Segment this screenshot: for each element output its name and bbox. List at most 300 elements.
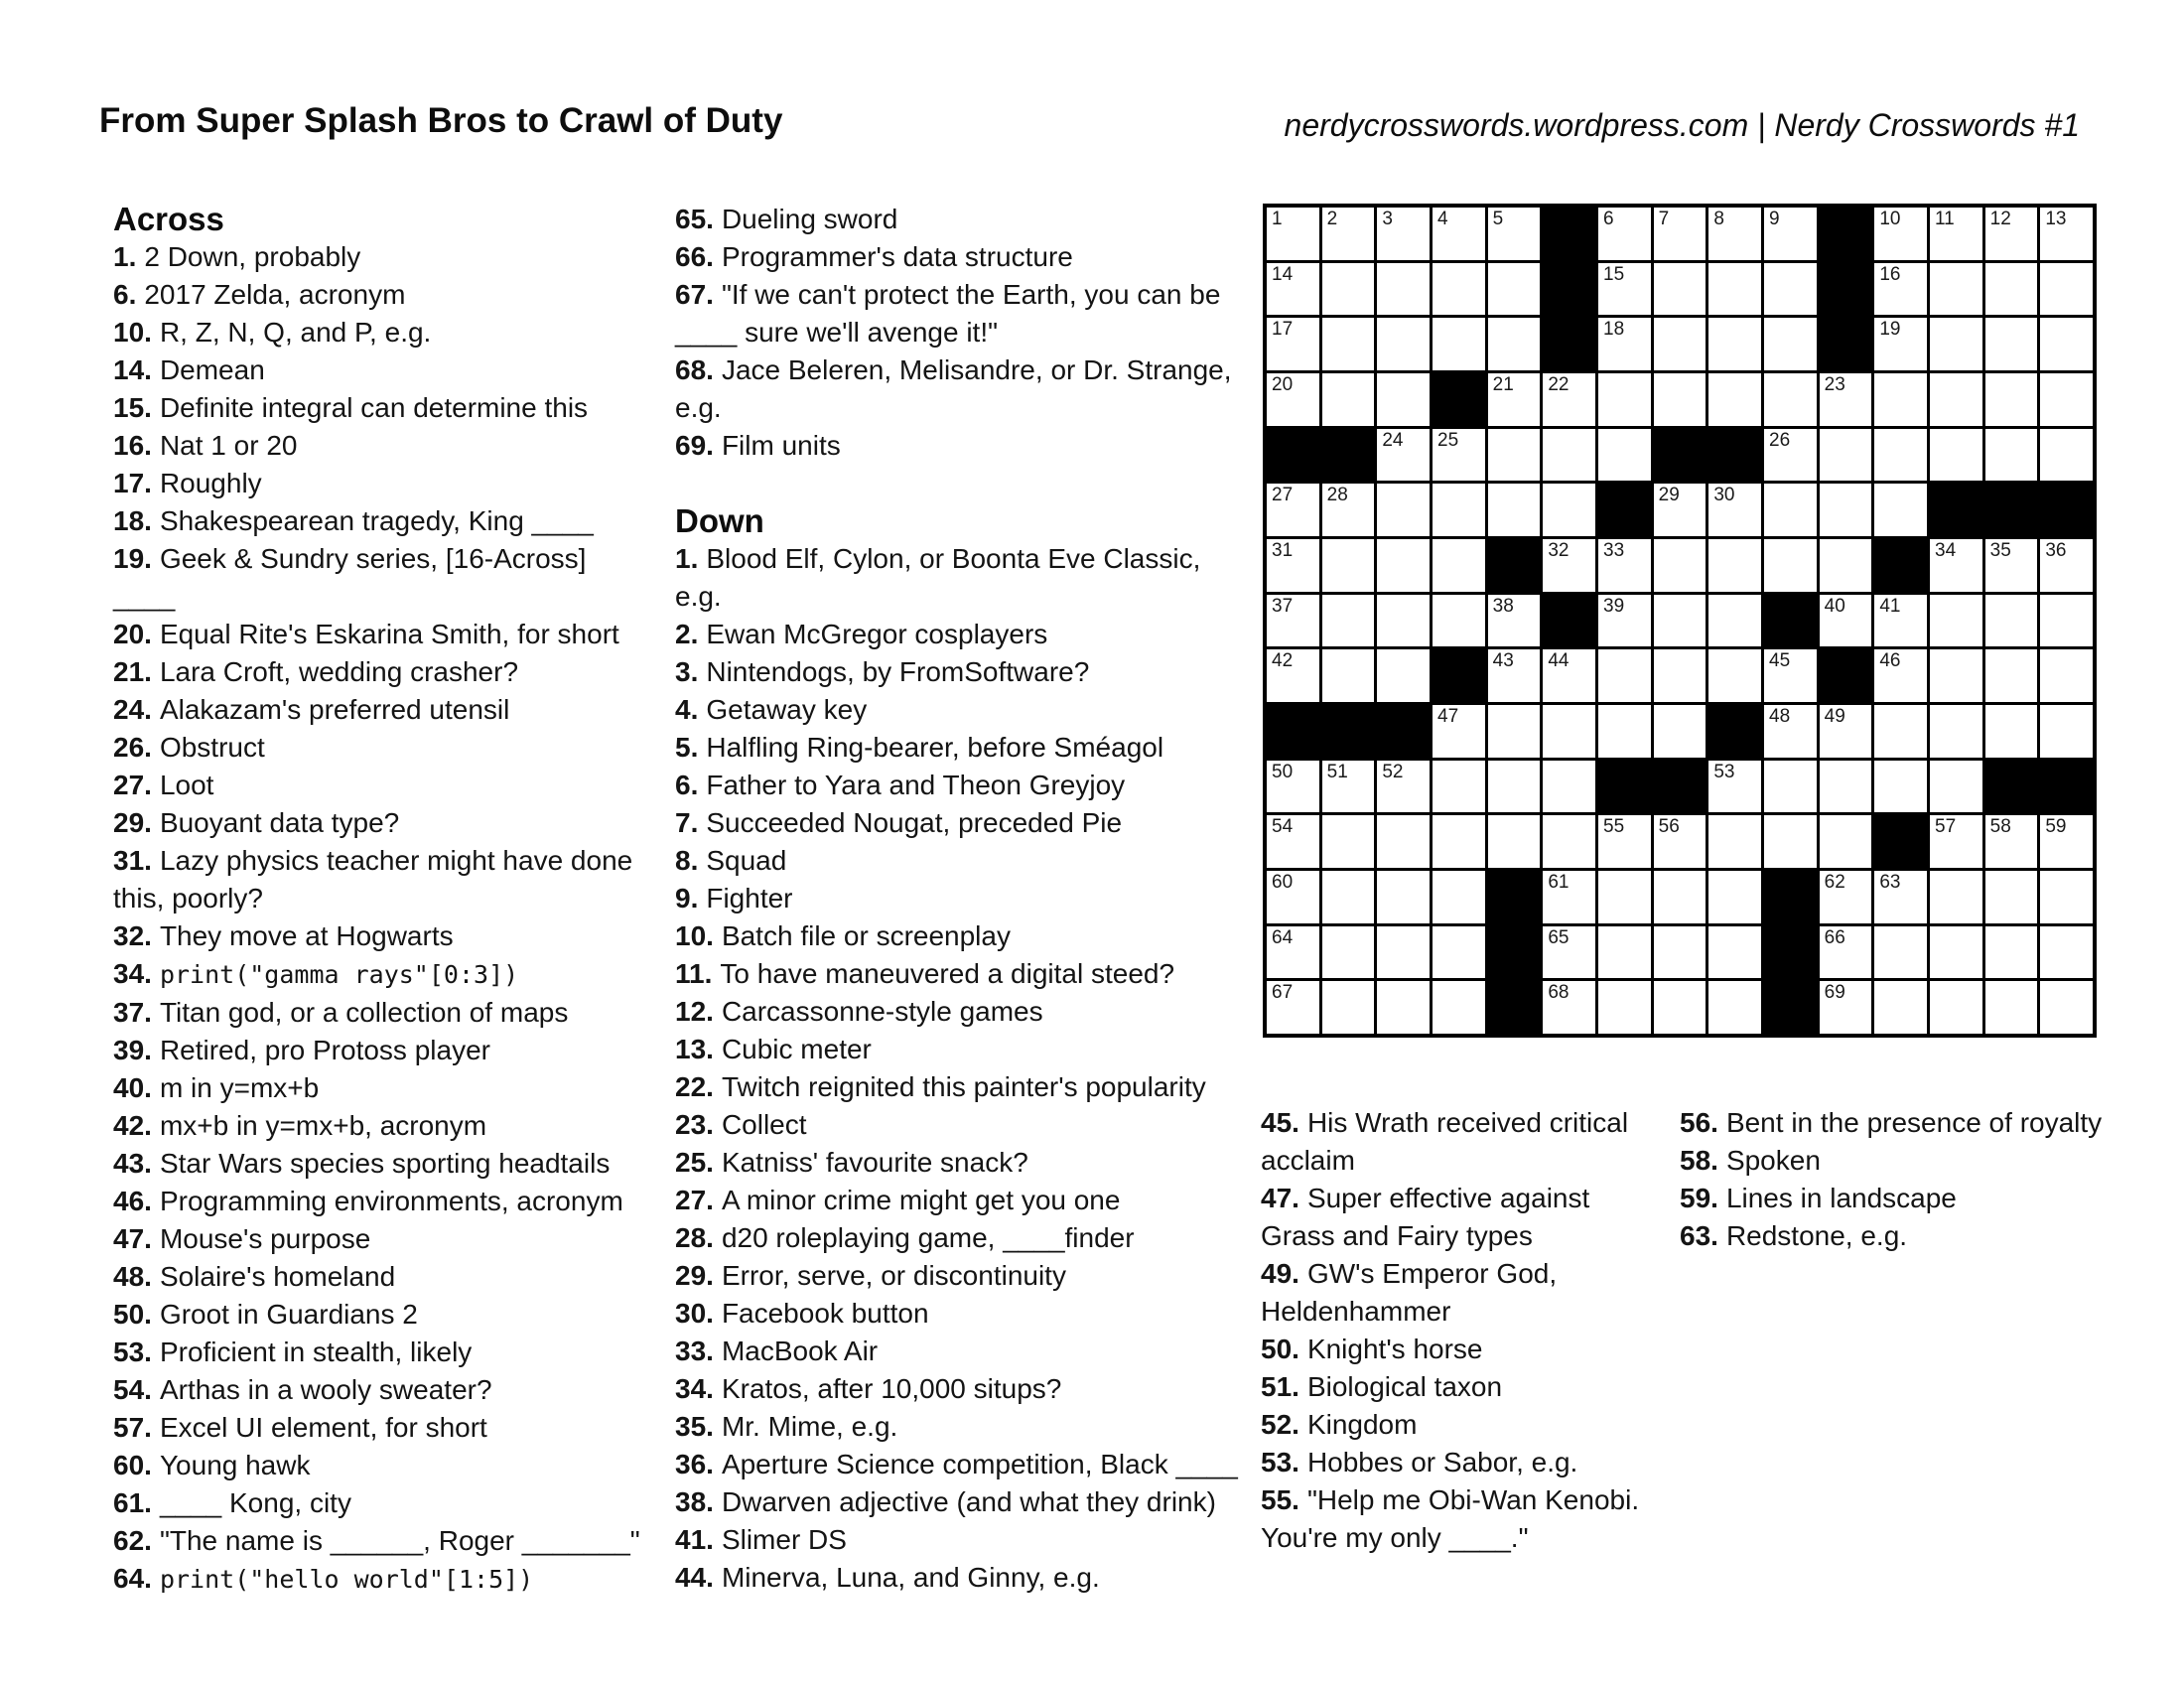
grid-cell-r13c3[interactable] bbox=[1377, 871, 1430, 923]
grid-cell-r8c12[interactable] bbox=[1874, 595, 1927, 647]
grid-cell-r5c10[interactable] bbox=[1764, 429, 1817, 482]
grid-black-square bbox=[1764, 871, 1817, 923]
grid-cell-r10c10[interactable] bbox=[1764, 705, 1817, 758]
grid-cell-r9c12[interactable] bbox=[1874, 649, 1927, 702]
grid-cell-r14c1[interactable] bbox=[1267, 926, 1319, 979]
grid-cell-r6c9[interactable] bbox=[1708, 484, 1761, 536]
clue-number: 38. bbox=[675, 1486, 714, 1517]
grid-cell-r10c15[interactable] bbox=[2040, 705, 2093, 758]
clue-number: 4. bbox=[675, 694, 699, 725]
clue-across-66 bbox=[675, 238, 1246, 276]
across-clue-list-continued bbox=[675, 201, 1246, 465]
grid-cell-r5c13[interactable] bbox=[1930, 429, 1982, 482]
grid-cell-r13c4[interactable] bbox=[1433, 871, 1485, 923]
cell-number: 13 bbox=[2045, 209, 2067, 229]
grid-cell-r12c10[interactable] bbox=[1764, 815, 1817, 868]
cell-number: 51 bbox=[1326, 761, 1348, 782]
grid-cell-r1c15[interactable] bbox=[2040, 208, 2093, 260]
grid-cell-r2c2[interactable] bbox=[1322, 263, 1375, 316]
clue-number: 12. bbox=[675, 996, 714, 1027]
grid-cell-r4c1[interactable] bbox=[1267, 373, 1319, 426]
clue-text: Nat 1 or 20 bbox=[159, 430, 298, 461]
grid-cell-r13c14[interactable] bbox=[1985, 871, 2038, 923]
grid-cell-r12c8[interactable] bbox=[1654, 815, 1706, 868]
clue-text: Buoyant data type? bbox=[159, 807, 400, 838]
grid-cell-r7c13[interactable] bbox=[1930, 539, 1982, 592]
cell-number: 29 bbox=[1658, 485, 1680, 506]
clue-text: print("hello world"[1:5]) bbox=[159, 1565, 534, 1594]
grid-cell-r11c3[interactable] bbox=[1377, 761, 1430, 813]
grid-black-square bbox=[1543, 595, 1595, 647]
clue-number: 44. bbox=[675, 1562, 714, 1593]
clue-down-10 bbox=[675, 917, 1246, 955]
across-header: Across bbox=[113, 201, 224, 237]
clue-number: 46. bbox=[113, 1186, 152, 1216]
clue-text: Alakazam's preferred utensil bbox=[159, 694, 510, 725]
grid-cell-r13c9[interactable] bbox=[1708, 871, 1761, 923]
grid-cell-r14c4[interactable] bbox=[1433, 926, 1485, 979]
clue-text: "If we can't protect the Earth, you can be ____ sure we'll avenge it!" bbox=[675, 279, 1221, 348]
grid-cell-r15c15[interactable] bbox=[2040, 981, 2093, 1034]
clue-text: Programmer's data structure bbox=[721, 241, 1073, 272]
grid-cell-r8c2[interactable] bbox=[1322, 595, 1375, 647]
clue-across-34 bbox=[113, 955, 654, 994]
grid-cell-r6c8[interactable] bbox=[1654, 484, 1706, 536]
grid-cell-r4c15[interactable] bbox=[2040, 373, 2093, 426]
clue-text: MacBook Air bbox=[721, 1336, 879, 1366]
grid-cell-r8c11[interactable] bbox=[1820, 595, 1872, 647]
grid-cell-r4c8[interactable] bbox=[1654, 373, 1706, 426]
grid-cell-r12c15[interactable] bbox=[2040, 815, 2093, 868]
grid-cell-r15c9[interactable] bbox=[1708, 981, 1761, 1034]
grid-cell-r10c7[interactable] bbox=[1598, 705, 1651, 758]
cell-number: 56 bbox=[1658, 816, 1680, 838]
grid-cell-r9c9[interactable] bbox=[1708, 649, 1761, 702]
clue-text: Lazy physics teacher might have done this, poorly? bbox=[113, 845, 633, 914]
clue-text: Slimer DS bbox=[721, 1524, 847, 1555]
grid-cell-r8c15[interactable] bbox=[2040, 595, 2093, 647]
grid-black-square bbox=[1598, 761, 1651, 813]
grid-cell-r2c14[interactable] bbox=[1985, 263, 2038, 316]
clue-across-69 bbox=[675, 427, 1246, 465]
grid-cell-r13c12[interactable] bbox=[1874, 871, 1927, 923]
grid-cell-r11c6[interactable] bbox=[1543, 761, 1595, 813]
grid-cell-r12c6[interactable] bbox=[1543, 815, 1595, 868]
grid-cell-r12c3[interactable] bbox=[1377, 815, 1430, 868]
grid-cell-r10c12[interactable] bbox=[1874, 705, 1927, 758]
grid-cell-r13c13[interactable] bbox=[1930, 871, 1982, 923]
grid-cell-r15c11[interactable] bbox=[1820, 981, 1872, 1034]
clue-down-44 bbox=[675, 1559, 1246, 1597]
clue-across-65 bbox=[675, 201, 1246, 238]
grid-cell-r11c10[interactable] bbox=[1764, 761, 1817, 813]
grid-cell-r14c12[interactable] bbox=[1874, 926, 1927, 979]
grid-cell-r13c7[interactable] bbox=[1598, 871, 1651, 923]
grid-black-square bbox=[1598, 484, 1651, 536]
grid-cell-r11c5[interactable] bbox=[1488, 761, 1541, 813]
cell-number: 20 bbox=[1272, 374, 1294, 395]
clue-number: 18. bbox=[113, 505, 152, 536]
grid-cell-r2c7[interactable] bbox=[1598, 263, 1651, 316]
grid-cell-r12c13[interactable] bbox=[1930, 815, 1982, 868]
grid-cell-r1c5[interactable] bbox=[1488, 208, 1541, 260]
grid-cell-r1c9[interactable] bbox=[1708, 208, 1761, 260]
grid-cell-r15c12[interactable] bbox=[1874, 981, 1927, 1034]
cell-number: 42 bbox=[1272, 650, 1294, 672]
clue-text: Getaway key bbox=[706, 694, 868, 725]
clue-number: 19. bbox=[113, 543, 152, 574]
grid-cell-r13c2[interactable] bbox=[1322, 871, 1375, 923]
clue-text: R, Z, N, Q, and P, e.g. bbox=[159, 317, 432, 348]
grid-cell-r5c4[interactable] bbox=[1433, 429, 1485, 482]
clue-number: 3. bbox=[675, 656, 699, 687]
grid-cell-r7c1[interactable] bbox=[1267, 539, 1319, 592]
grid-cell-r3c14[interactable] bbox=[1985, 318, 2038, 370]
clue-down-8 bbox=[675, 842, 1246, 880]
down-clue-list bbox=[675, 540, 1246, 1597]
clue-text: Facebook button bbox=[721, 1298, 929, 1329]
grid-cell-r2c15[interactable] bbox=[2040, 263, 2093, 316]
cell-number: 6 bbox=[1603, 209, 1614, 229]
clue-text: Succeeded Nougat, preceded Pie bbox=[706, 807, 1123, 838]
grid-cell-r6c11[interactable] bbox=[1820, 484, 1872, 536]
grid-cell-r3c8[interactable] bbox=[1654, 318, 1706, 370]
cell-number: 25 bbox=[1437, 429, 1459, 451]
grid-black-square bbox=[1543, 318, 1595, 370]
grid-black-square bbox=[1267, 429, 1319, 482]
grid-cell-r3c15[interactable] bbox=[2040, 318, 2093, 370]
grid-cell-r8c13[interactable] bbox=[1930, 595, 1982, 647]
grid-cell-r8c14[interactable] bbox=[1985, 595, 2038, 647]
clue-number: 58. bbox=[1680, 1145, 1718, 1176]
grid-black-square bbox=[1708, 705, 1761, 758]
grid-cell-r3c10[interactable] bbox=[1764, 318, 1817, 370]
clue-down-27 bbox=[675, 1182, 1246, 1219]
grid-cell-r1c4[interactable] bbox=[1433, 208, 1485, 260]
grid-cell-r13c1[interactable] bbox=[1267, 871, 1319, 923]
grid-cell-r2c12[interactable] bbox=[1874, 263, 1927, 316]
grid-cell-r2c10[interactable] bbox=[1764, 263, 1817, 316]
clue-across-57 bbox=[113, 1409, 654, 1447]
grid-cell-r12c4[interactable] bbox=[1433, 815, 1485, 868]
clue-number: 24. bbox=[113, 694, 152, 725]
grid-cell-r10c4[interactable] bbox=[1433, 705, 1485, 758]
grid-cell-r14c6[interactable] bbox=[1543, 926, 1595, 979]
grid-cell-r4c6[interactable] bbox=[1543, 373, 1595, 426]
grid-cell-r11c9[interactable] bbox=[1708, 761, 1761, 813]
grid-cell-r12c9[interactable] bbox=[1708, 815, 1761, 868]
clue-number: 56. bbox=[1680, 1107, 1718, 1138]
clue-down-47 bbox=[1261, 1180, 1658, 1255]
grid-cell-r14c14[interactable] bbox=[1985, 926, 2038, 979]
grid-cell-r3c9[interactable] bbox=[1708, 318, 1761, 370]
grid-cell-r11c11[interactable] bbox=[1820, 761, 1872, 813]
grid-cell-r15c14[interactable] bbox=[1985, 981, 2038, 1034]
middle-clues-column bbox=[675, 201, 1246, 1597]
grid-cell-r7c9[interactable] bbox=[1708, 539, 1761, 592]
grid-cell-r10c14[interactable] bbox=[1985, 705, 2038, 758]
grid-cell-r6c12[interactable] bbox=[1874, 484, 1927, 536]
grid-cell-r4c12[interactable] bbox=[1874, 373, 1927, 426]
grid-cell-r15c4[interactable] bbox=[1433, 981, 1485, 1034]
grid-cell-r11c1[interactable] bbox=[1267, 761, 1319, 813]
grid-cell-r10c13[interactable] bbox=[1930, 705, 1982, 758]
grid-black-square bbox=[2040, 761, 2093, 813]
clue-across-10 bbox=[113, 314, 654, 352]
grid-cell-r6c6[interactable] bbox=[1543, 484, 1595, 536]
cell-number: 10 bbox=[1879, 209, 1901, 229]
grid-cell-r13c6[interactable] bbox=[1543, 871, 1595, 923]
grid-cell-r11c2[interactable] bbox=[1322, 761, 1375, 813]
grid-cell-r11c13[interactable] bbox=[1930, 761, 1982, 813]
grid-cell-r7c2[interactable] bbox=[1322, 539, 1375, 592]
clue-down-25 bbox=[675, 1144, 1246, 1182]
grid-cell-r15c1[interactable] bbox=[1267, 981, 1319, 1034]
clue-number: 65. bbox=[675, 204, 714, 234]
grid-cell-r12c14[interactable] bbox=[1985, 815, 2038, 868]
grid-cell-r12c1[interactable] bbox=[1267, 815, 1319, 868]
grid-cell-r9c6[interactable] bbox=[1543, 649, 1595, 702]
grid-cell-r1c8[interactable] bbox=[1654, 208, 1706, 260]
grid-cell-r5c6[interactable] bbox=[1543, 429, 1595, 482]
grid-cell-r4c2[interactable] bbox=[1322, 373, 1375, 426]
grid-cell-r5c14[interactable] bbox=[1985, 429, 2038, 482]
clue-text: Solaire's homeland bbox=[159, 1261, 396, 1292]
clue-number: 29. bbox=[675, 1260, 714, 1291]
grid-cell-r3c3[interactable] bbox=[1377, 318, 1430, 370]
grid-cell-r10c11[interactable] bbox=[1820, 705, 1872, 758]
grid-cell-r6c2[interactable] bbox=[1322, 484, 1375, 536]
grid-cell-r1c7[interactable] bbox=[1598, 208, 1651, 260]
clue-number: 30. bbox=[675, 1298, 714, 1329]
grid-cell-r9c8[interactable] bbox=[1654, 649, 1706, 702]
grid-cell-r5c15[interactable] bbox=[2040, 429, 2093, 482]
cell-number: 21 bbox=[1492, 374, 1514, 395]
clue-text: Arthas in a wooly sweater? bbox=[159, 1374, 492, 1405]
grid-cell-r5c5[interactable] bbox=[1488, 429, 1541, 482]
grid-cell-r3c1[interactable] bbox=[1267, 318, 1319, 370]
grid-black-square bbox=[1377, 705, 1430, 758]
clue-text: Fighter bbox=[706, 883, 793, 914]
grid-cell-r10c5[interactable] bbox=[1488, 705, 1541, 758]
clue-text: Young hawk bbox=[159, 1450, 311, 1480]
grid-cell-r9c2[interactable] bbox=[1322, 649, 1375, 702]
grid-cell-r6c5[interactable] bbox=[1488, 484, 1541, 536]
cell-number: 27 bbox=[1272, 485, 1294, 506]
clue-text: They move at Hogwarts bbox=[159, 920, 454, 951]
clue-down-51 bbox=[1261, 1368, 1658, 1406]
clue-down-12 bbox=[675, 993, 1246, 1031]
clue-number: 43. bbox=[113, 1148, 152, 1179]
grid-black-square bbox=[2040, 484, 2093, 536]
clue-number: 25. bbox=[675, 1147, 714, 1178]
grid-cell-r8c1[interactable] bbox=[1267, 595, 1319, 647]
grid-cell-r2c3[interactable] bbox=[1377, 263, 1430, 316]
grid-cell-r7c3[interactable] bbox=[1377, 539, 1430, 592]
grid-cell-r15c13[interactable] bbox=[1930, 981, 1982, 1034]
site-url-and-issue: nerdycrosswords.wordpress.com | Nerdy Crosswords #1 bbox=[1284, 107, 2080, 143]
clue-text: Carcassonne-style games bbox=[721, 996, 1043, 1027]
grid-cell-r9c14[interactable] bbox=[1985, 649, 2038, 702]
clue-text: Lines in landscape bbox=[1725, 1183, 1957, 1213]
grid-cell-r9c15[interactable] bbox=[2040, 649, 2093, 702]
grid-cell-r8c3[interactable] bbox=[1377, 595, 1430, 647]
grid-cell-r8c8[interactable] bbox=[1654, 595, 1706, 647]
grid-cell-r12c7[interactable] bbox=[1598, 815, 1651, 868]
grid-cell-r4c7[interactable] bbox=[1598, 373, 1651, 426]
grid-cell-r12c2[interactable] bbox=[1322, 815, 1375, 868]
grid-cell-r4c11[interactable] bbox=[1820, 373, 1872, 426]
grid-cell-r1c14[interactable] bbox=[1985, 208, 2038, 260]
grid-cell-r15c3[interactable] bbox=[1377, 981, 1430, 1034]
grid-cell-r1c12[interactable] bbox=[1874, 208, 1927, 260]
grid-cell-r9c7[interactable] bbox=[1598, 649, 1651, 702]
grid-cell-r4c10[interactable] bbox=[1764, 373, 1817, 426]
grid-cell-r14c11[interactable] bbox=[1820, 926, 1872, 979]
grid-cell-r6c3[interactable] bbox=[1377, 484, 1430, 536]
clue-number: 16. bbox=[113, 430, 152, 461]
grid-cell-r1c10[interactable] bbox=[1764, 208, 1817, 260]
cell-number: 16 bbox=[1879, 263, 1901, 285]
grid-cell-r5c3[interactable] bbox=[1377, 429, 1430, 482]
grid-cell-r3c13[interactable] bbox=[1930, 318, 1982, 370]
clue-number: 49. bbox=[1261, 1258, 1299, 1289]
cell-number: 9 bbox=[1769, 209, 1780, 229]
grid-cell-r2c1[interactable] bbox=[1267, 263, 1319, 316]
grid-cell-r9c3[interactable] bbox=[1377, 649, 1430, 702]
clue-number: 53. bbox=[113, 1336, 152, 1367]
grid-cell-r7c6[interactable] bbox=[1543, 539, 1595, 592]
grid-black-square bbox=[1985, 761, 2038, 813]
grid-cell-r15c2[interactable] bbox=[1322, 981, 1375, 1034]
grid-cell-r2c5[interactable] bbox=[1488, 263, 1541, 316]
grid-cell-r11c12[interactable] bbox=[1874, 761, 1927, 813]
cell-number: 53 bbox=[1713, 761, 1735, 782]
grid-cell-r3c7[interactable] bbox=[1598, 318, 1651, 370]
grid-cell-r4c5[interactable] bbox=[1488, 373, 1541, 426]
grid-cell-r7c15[interactable] bbox=[2040, 539, 2093, 592]
down-header: Down bbox=[675, 502, 764, 539]
grid-cell-r3c4[interactable] bbox=[1433, 318, 1485, 370]
grid-cell-r7c7[interactable] bbox=[1598, 539, 1651, 592]
grid-cell-r7c10[interactable] bbox=[1764, 539, 1817, 592]
grid-cell-r11c4[interactable] bbox=[1433, 761, 1485, 813]
grid-cell-r8c4[interactable] bbox=[1433, 595, 1485, 647]
grid-cell-r12c5[interactable] bbox=[1488, 815, 1541, 868]
clue-text: d20 roleplaying game, ____finder bbox=[721, 1222, 1135, 1253]
grid-cell-r14c3[interactable] bbox=[1377, 926, 1430, 979]
grid-cell-r4c13[interactable] bbox=[1930, 373, 1982, 426]
grid-cell-r1c13[interactable] bbox=[1930, 208, 1982, 260]
clue-text: Loot bbox=[159, 770, 214, 800]
grid-cell-r14c15[interactable] bbox=[2040, 926, 2093, 979]
grid-cell-r13c11[interactable] bbox=[1820, 871, 1872, 923]
grid-cell-r1c1[interactable] bbox=[1267, 208, 1319, 260]
grid-cell-r7c11[interactable] bbox=[1820, 539, 1872, 592]
grid-cell-r14c13[interactable] bbox=[1930, 926, 1982, 979]
grid-black-square bbox=[1764, 595, 1817, 647]
cell-number: 58 bbox=[1989, 816, 2011, 838]
grid-cell-r14c2[interactable] bbox=[1322, 926, 1375, 979]
cell-number: 60 bbox=[1272, 872, 1294, 893]
grid-cell-r4c14[interactable] bbox=[1985, 373, 2038, 426]
clue-down-3 bbox=[675, 653, 1246, 691]
grid-cell-r14c9[interactable] bbox=[1708, 926, 1761, 979]
grid-cell-r14c8[interactable] bbox=[1654, 926, 1706, 979]
grid-cell-r8c9[interactable] bbox=[1708, 595, 1761, 647]
grid-cell-r15c7[interactable] bbox=[1598, 981, 1651, 1034]
grid-cell-r10c6[interactable] bbox=[1543, 705, 1595, 758]
grid-cell-r6c10[interactable] bbox=[1764, 484, 1817, 536]
grid-cell-r4c9[interactable] bbox=[1708, 373, 1761, 426]
clue-across-68 bbox=[675, 352, 1246, 427]
clue-across-18 bbox=[113, 502, 654, 540]
clue-number: 67. bbox=[675, 279, 714, 310]
grid-cell-r15c8[interactable] bbox=[1654, 981, 1706, 1034]
cell-number: 67 bbox=[1272, 982, 1294, 1004]
grid-black-square bbox=[1543, 263, 1595, 316]
grid-cell-r9c10[interactable] bbox=[1764, 649, 1817, 702]
clue-number: 34. bbox=[675, 1373, 714, 1404]
grid-cell-r2c9[interactable] bbox=[1708, 263, 1761, 316]
grid-cell-r3c2[interactable] bbox=[1322, 318, 1375, 370]
cell-number: 54 bbox=[1272, 816, 1294, 838]
grid-black-square bbox=[1764, 981, 1817, 1034]
grid-cell-r14c7[interactable] bbox=[1598, 926, 1651, 979]
clue-number: 10. bbox=[113, 317, 152, 348]
grid-cell-r7c14[interactable] bbox=[1985, 539, 2038, 592]
grid-cell-r10c8[interactable] bbox=[1654, 705, 1706, 758]
clue-text: Dwarven adjective (and what they drink) bbox=[721, 1486, 1216, 1517]
clue-text: m in y=mx+b bbox=[159, 1072, 320, 1103]
grid-cell-r3c12[interactable] bbox=[1874, 318, 1927, 370]
grid-cell-r3c5[interactable] bbox=[1488, 318, 1541, 370]
grid-cell-r7c4[interactable] bbox=[1433, 539, 1485, 592]
clue-text: Definite integral can determine this bbox=[159, 392, 589, 423]
across-clue-list bbox=[113, 238, 654, 1599]
grid-cell-r2c13[interactable] bbox=[1930, 263, 1982, 316]
grid-black-square bbox=[1820, 649, 1872, 702]
clue-text: Minerva, Luna, and Ginny, e.g. bbox=[721, 1562, 1100, 1593]
grid-cell-r1c2[interactable] bbox=[1322, 208, 1375, 260]
cell-number: 63 bbox=[1879, 872, 1901, 893]
grid-cell-r2c4[interactable] bbox=[1433, 263, 1485, 316]
grid-cell-r15c6[interactable] bbox=[1543, 981, 1595, 1034]
grid-cell-r8c7[interactable] bbox=[1598, 595, 1651, 647]
grid-cell-r5c12[interactable] bbox=[1874, 429, 1927, 482]
grid-cell-r6c4[interactable] bbox=[1433, 484, 1485, 536]
grid-cell-r8c5[interactable] bbox=[1488, 595, 1541, 647]
clue-text: Jace Beleren, Melisandre, or Dr. Strange, e.g. bbox=[675, 354, 1232, 423]
grid-cell-r9c13[interactable] bbox=[1930, 649, 1982, 702]
grid-cell-r12c11[interactable] bbox=[1820, 815, 1872, 868]
grid-cell-r2c8[interactable] bbox=[1654, 263, 1706, 316]
grid-cell-r13c15[interactable] bbox=[2040, 871, 2093, 923]
column-spacer bbox=[675, 465, 1246, 502]
grid-cell-r6c1[interactable] bbox=[1267, 484, 1319, 536]
clue-number: 17. bbox=[113, 468, 152, 498]
grid-black-square bbox=[1874, 539, 1927, 592]
grid-cell-r9c1[interactable] bbox=[1267, 649, 1319, 702]
clue-number: 27. bbox=[113, 770, 152, 800]
grid-cell-r5c7[interactable] bbox=[1598, 429, 1651, 482]
grid-cell-r4c3[interactable] bbox=[1377, 373, 1430, 426]
grid-cell-r13c8[interactable] bbox=[1654, 871, 1706, 923]
grid-cell-r1c3[interactable] bbox=[1377, 208, 1430, 260]
grid-cell-r5c11[interactable] bbox=[1820, 429, 1872, 482]
grid-cell-r7c8[interactable] bbox=[1654, 539, 1706, 592]
grid-cell-r9c5[interactable] bbox=[1488, 649, 1541, 702]
